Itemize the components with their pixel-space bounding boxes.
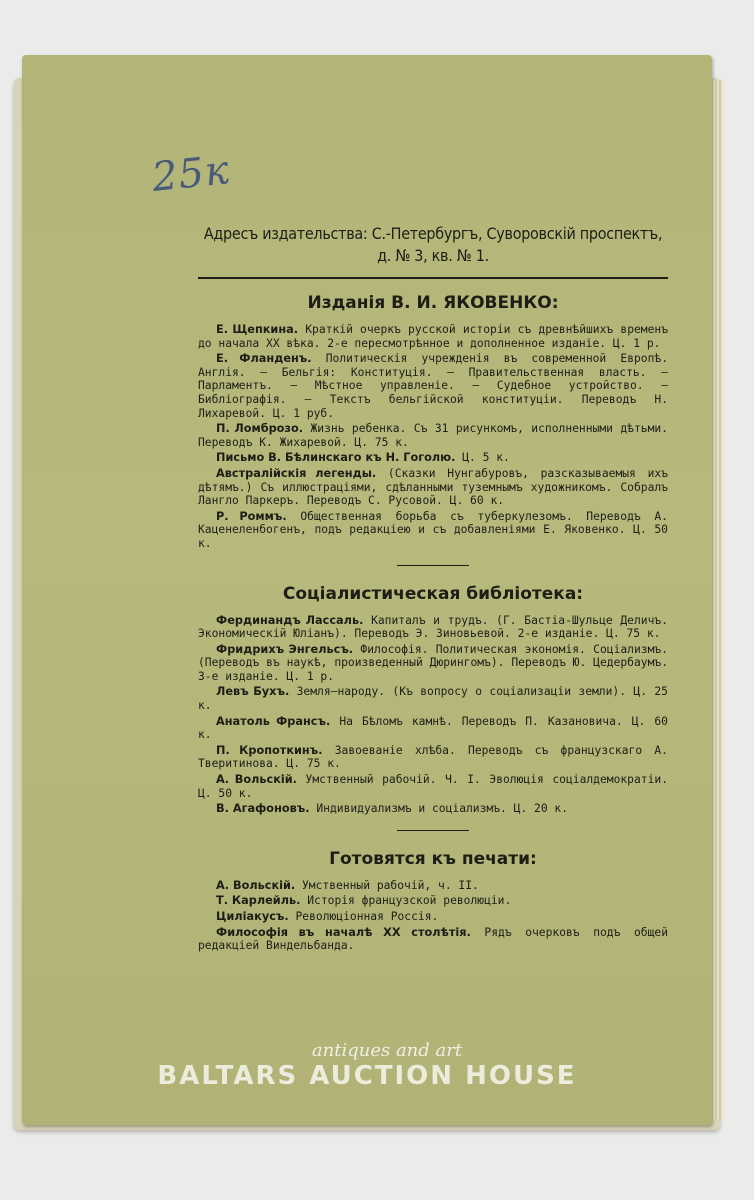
entry-author: Е. Щепкина. (216, 323, 299, 336)
list-item (198, 802, 668, 816)
list-item (198, 643, 668, 684)
entry-text: Индивидуализмъ и соціализмъ. Ц. 20 к. (309, 802, 569, 816)
list-item (198, 685, 668, 712)
entry-author: Фердинандъ Лассаль. (216, 613, 364, 627)
back-cover (22, 55, 712, 1125)
list-item (198, 510, 668, 551)
entry-text: Жизнь ребенка. Съ 31 рисункомъ, исполненными дѣтьми. Переводъ К. Жихаревой. Ц. 75 к. (198, 422, 668, 449)
entry-text: Ц. 5 к. (455, 451, 510, 465)
list-item (198, 323, 668, 350)
entry-author: П. Кропоткинъ. (216, 743, 323, 757)
section-title-yakovenko: Изданія В. И. ЯКОВЕНКО: (307, 293, 559, 313)
section-title-forthcoming: Готовятся къ печати: (329, 848, 537, 869)
handwritten-price: 25к (149, 147, 232, 201)
list-item (198, 614, 668, 641)
list-item (198, 467, 668, 508)
entry-author: Р. Роммъ. (216, 509, 287, 523)
entry-text: Исторія французской революціи. (300, 894, 512, 908)
entry-author: Циліакусъ. (216, 910, 289, 923)
publisher-address: Адресъ издательства: С.-Петербургъ, Суворовскій проспектъ, д. № 3, кв. № 1. (203, 224, 663, 265)
entry-text: Завоеваніе хлѣба. Переводъ съ французскаго А. Тверитинова. Ц. 75 к. (198, 743, 668, 771)
entry-author: А. Вольскій. (216, 878, 296, 892)
entry-text: На Бѣломъ камнѣ. Переводъ П. Казановича. Ц. 60 к. (198, 714, 668, 742)
list-item (198, 894, 668, 908)
entry-text: Революціонная Россія. (288, 910, 439, 923)
entry-author: Е. Фланденъ. (216, 352, 312, 366)
list-item (198, 879, 668, 893)
entry-author: Австралійскія легенды. (216, 466, 377, 480)
list-item (198, 744, 668, 771)
entry-text: Политическія учрежденія въ современной Европѣ. Англія. — Бельгія: Конституція. — Правительственная власть. — Парламентъ. — Мѣстное управленіе. — Судебное устройство. — Библіографія. — Текстъ бельгійской конституціи. Переводъ Н. Лихаревой. Ц. 1 руб. (198, 352, 668, 420)
list-item (198, 910, 668, 924)
entry-text: Капиталъ и трудъ. (Г. Бастіа-Шульце Деличъ. Экономическій Юліанъ). Переводъ Э. Зиновьевой. 2-е изданіе. Ц. 75 к. (198, 613, 668, 641)
list-item (198, 422, 668, 449)
list-item (198, 715, 668, 742)
entry-author: В. Агафоновъ. (216, 802, 310, 816)
entry-author: Философія въ началѣ XX столѣтія. (216, 925, 471, 939)
entry-author: А. Вольскій. (216, 773, 297, 787)
entry-text: Философія. Политическая экономія. Соціализмъ. (Переводъ въ наукѣ, произведенный Дюрингомъ). Переводъ Ю. Цедербаумъ. 3-е изданіе. Ц. 1 р. (198, 642, 668, 683)
entry-author: Анатоль Франсъ. (216, 714, 331, 728)
cover-content (198, 223, 668, 955)
auction-watermark (22, 1040, 712, 1091)
section-title-socialist-library: Соціалистическая библіотека: (282, 583, 584, 604)
watermark-brand: BALTARS AUCTION HOUSE (157, 1061, 577, 1091)
list-item (198, 773, 668, 800)
entry-text: Земля—народу. (Къ вопросу о соціализаціи земли). Ц. 25 к. (198, 685, 668, 713)
section-divider (397, 830, 469, 831)
entry-author: Левъ Бухъ. (216, 685, 290, 699)
list-item (198, 451, 668, 465)
entry-text: Умственный рабочій. Ч. I. Эволюція соціалдемократіи. Ц. 50 к. (198, 773, 668, 800)
entry-author: Фридрихъ Энгельсъ. (216, 642, 354, 656)
list-item (198, 926, 668, 953)
entry-text: (Сказки Нунгабуровъ, разсказываемыя ихъ дѣтямъ.) Съ иллюстраціями, сдѣланными туземнымъ художникомъ. Собралъ Ланглo Паркеръ. Переводъ С. Русовой. Ц. 60 к. (198, 466, 668, 508)
address-rule (198, 277, 668, 279)
entry-author: Т. Карлейль. (216, 894, 301, 908)
entry-author: П. Ломброзо. (216, 422, 304, 436)
watermark-tagline: antiques and art (311, 1040, 463, 1061)
entry-text: Умственный рабочій, ч. II. (295, 878, 479, 892)
entry-author: Письмо В. Бѣлинскаго къ Н. Гоголю. (216, 451, 456, 465)
section-divider (397, 565, 469, 566)
entry-text: Рядъ очерковъ подъ общей редакціей Виндельбанда. (198, 925, 668, 953)
entry-text: Общественная борьба съ туберкулезомъ. Переводъ А. Каценеленбогенъ, подъ редакціею и съ добавленіями Е. Яковенко. Ц. 50 к. (198, 509, 668, 550)
entry-text: Краткій очеркъ русской исторіи съ древнѣйшихъ временъ до начала XX вѣка. 2-е пересмотрѣнное и дополненное изданіе. Ц. 1 р. (198, 323, 669, 350)
list-item (198, 352, 668, 420)
